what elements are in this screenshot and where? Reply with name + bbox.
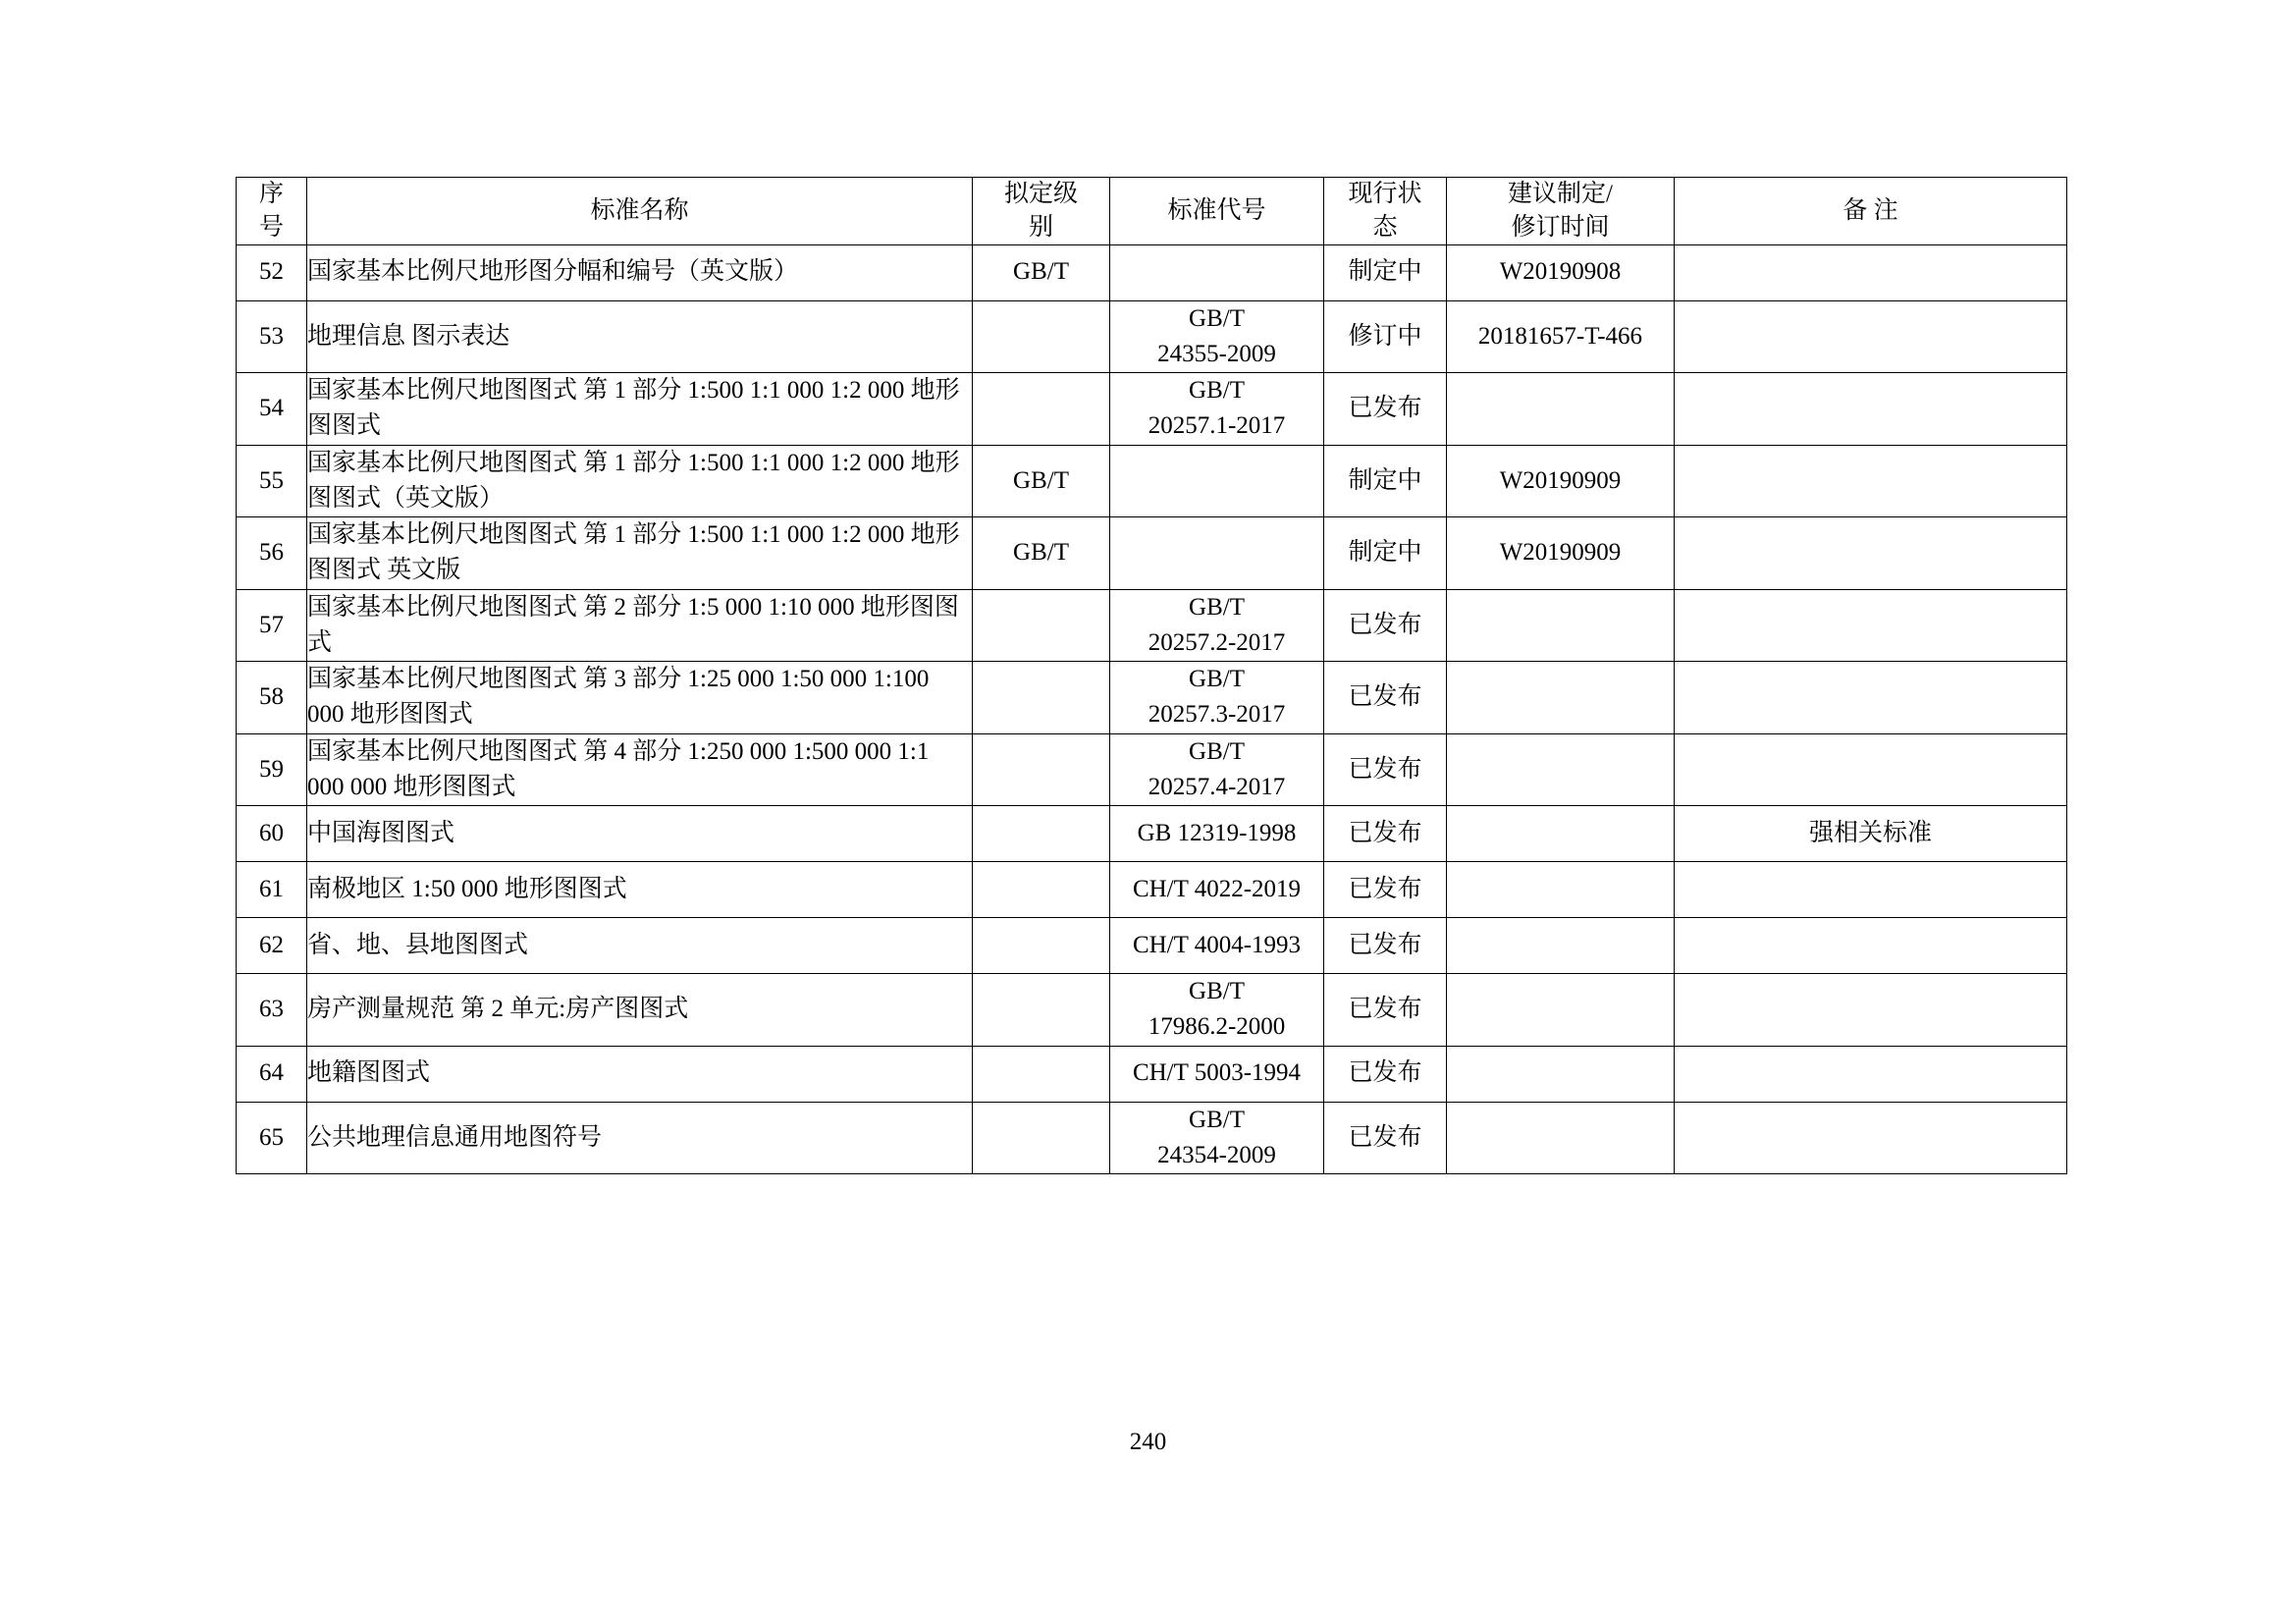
cell-note	[1675, 733, 2067, 806]
cell-seq: 54	[237, 373, 307, 446]
cell-code	[1110, 806, 1324, 862]
cell-code-line1: CH/T 4004-1993	[1132, 931, 1302, 958]
cell-code	[1110, 244, 1324, 300]
table-row	[237, 918, 2067, 974]
table-row	[237, 974, 2067, 1047]
cell-level	[973, 733, 1110, 806]
table-row	[237, 244, 2067, 300]
cell-name: 国家基本比例尺地图图式 第 4 部分 1:250 000 1:500 000 1:1 000 000 地形图图式	[307, 733, 973, 806]
cell-name: 房产测量规范 第 2 单元:房产图图式	[307, 974, 973, 1047]
cell-code-line1: CH/T 5003-1994	[1132, 1059, 1302, 1087]
cell-level: GB/T	[973, 445, 1110, 517]
cell-name: 国家基本比例尺地形图分幅和编号（英文版）	[307, 244, 973, 300]
cell-code	[1110, 300, 1324, 373]
cell-level	[973, 373, 1110, 446]
column-header-status-line1: 现行状	[1348, 181, 1422, 207]
column-header-status-line2: 态	[1372, 213, 1398, 241]
cell-seq: 64	[237, 1046, 307, 1102]
cell-note	[1675, 974, 2067, 1047]
cell-status: 已发布	[1324, 589, 1447, 662]
table-row	[237, 862, 2067, 918]
cell-note	[1675, 1046, 2067, 1102]
cell-name: 公共地理信息通用地图符号	[307, 1102, 973, 1174]
cell-code-line1: GB/T	[1189, 666, 1245, 692]
cell-status: 制定中	[1324, 445, 1447, 517]
cell-seq: 57	[237, 589, 307, 662]
cell-status: 已发布	[1324, 1046, 1447, 1102]
column-header-code	[1110, 178, 1324, 245]
cell-seq: 56	[237, 517, 307, 590]
cell-name: 国家基本比例尺地图图式 第 1 部分 1:500 1:1 000 1:2 000 地形图图式	[307, 373, 973, 446]
cell-code-line1: GB/T	[1189, 978, 1245, 1004]
cell-code-line1: GB/T	[1189, 737, 1245, 765]
cell-seq: 58	[237, 662, 307, 734]
cell-note	[1675, 662, 2067, 734]
cell-level	[973, 589, 1110, 662]
cell-code	[1110, 918, 1324, 974]
cell-time	[1447, 662, 1675, 734]
table-row	[237, 373, 2067, 446]
cell-name: 地籍图图式	[307, 1046, 973, 1102]
column-header-code-line1: 标准代号	[1167, 196, 1266, 224]
cell-note	[1675, 862, 2067, 918]
cell-level	[973, 974, 1110, 1047]
cell-code-line2: 20257.1-2017	[1148, 412, 1286, 440]
cell-time: W20190909	[1447, 445, 1675, 517]
cell-time	[1447, 733, 1675, 806]
cell-note	[1675, 589, 2067, 662]
cell-code-line1: GB/T	[1189, 593, 1245, 621]
cell-code	[1110, 445, 1324, 517]
table-row	[237, 445, 2067, 517]
table-row	[237, 1102, 2067, 1174]
cell-time	[1447, 862, 1675, 918]
page-number: 240	[1129, 1429, 1167, 1455]
column-header-name-line1: 标准名称	[590, 196, 689, 224]
cell-status: 制定中	[1324, 244, 1447, 300]
cell-code	[1110, 589, 1324, 662]
cell-note	[1675, 300, 2067, 373]
cell-time	[1447, 974, 1675, 1047]
column-header-seq-line2: 号	[258, 213, 284, 241]
cell-time	[1447, 589, 1675, 662]
column-header-status	[1324, 178, 1447, 245]
table-row	[237, 733, 2067, 806]
cell-status: 已发布	[1324, 373, 1447, 446]
table-header	[237, 178, 2067, 245]
table-row	[237, 517, 2067, 590]
column-header-note-line1: 备 注	[1842, 196, 1898, 224]
cell-code-line2: 20257.4-2017	[1148, 773, 1286, 800]
cell-seq: 59	[237, 733, 307, 806]
cell-level	[973, 918, 1110, 974]
cell-code-line1: GB/T	[1189, 377, 1245, 404]
cell-level: GB/T	[973, 517, 1110, 590]
cell-code	[1110, 373, 1324, 446]
cell-note: 强相关标准	[1675, 806, 2067, 862]
cell-code	[1110, 974, 1324, 1047]
table-header-row	[237, 178, 2067, 245]
cell-code	[1110, 517, 1324, 590]
cell-status: 修订中	[1324, 300, 1447, 373]
cell-seq: 55	[237, 445, 307, 517]
cell-seq: 62	[237, 918, 307, 974]
cell-note	[1675, 1102, 2067, 1174]
cell-name: 地理信息 图示表达	[307, 300, 973, 373]
column-header-level-line1: 拟定级	[1003, 181, 1078, 207]
cell-code-line2: 20257.2-2017	[1148, 628, 1286, 656]
table-body	[237, 244, 2067, 1174]
cell-code-line2: 24355-2009	[1157, 340, 1276, 367]
cell-code	[1110, 733, 1324, 806]
cell-name: 省、地、县地图图式	[307, 918, 973, 974]
cell-name: 南极地区 1:50 000 地形图图式	[307, 862, 973, 918]
cell-status: 已发布	[1324, 662, 1447, 734]
standards-table	[236, 177, 2067, 1174]
column-header-time	[1447, 178, 1675, 245]
column-header-level-line2: 别	[1028, 213, 1053, 241]
cell-name: 国家基本比例尺地图图式 第 2 部分 1:5 000 1:10 000 地形图图式	[307, 589, 973, 662]
cell-status: 已发布	[1324, 1102, 1447, 1174]
table-row	[237, 662, 2067, 734]
cell-code-line2: 17986.2-2000	[1148, 1013, 1286, 1041]
cell-name: 国家基本比例尺地图图式 第 1 部分 1:500 1:1 000 1:2 000 地形图图式 英文版	[307, 517, 973, 590]
cell-seq: 65	[237, 1102, 307, 1174]
cell-code-line1: GB 12319-1998	[1137, 819, 1297, 846]
cell-status: 已发布	[1324, 806, 1447, 862]
column-header-note	[1675, 178, 2067, 245]
cell-code-line1: CH/T 4022-2019	[1132, 875, 1302, 902]
cell-status: 已发布	[1324, 733, 1447, 806]
cell-code-line2: 24354-2009	[1157, 1141, 1276, 1168]
cell-time: W20190909	[1447, 517, 1675, 590]
cell-status: 已发布	[1324, 974, 1447, 1047]
cell-code	[1110, 1102, 1324, 1174]
cell-seq: 60	[237, 806, 307, 862]
table-row	[237, 589, 2067, 662]
cell-status: 制定中	[1324, 517, 1447, 590]
column-header-name	[307, 178, 973, 245]
cell-note	[1675, 918, 2067, 974]
cell-code	[1110, 1046, 1324, 1102]
cell-code-line1: GB/T	[1189, 1106, 1245, 1133]
column-header-seq	[237, 178, 307, 245]
cell-status: 已发布	[1324, 918, 1447, 974]
cell-time	[1447, 1102, 1675, 1174]
cell-time	[1447, 918, 1675, 974]
cell-level	[973, 300, 1110, 373]
cell-level	[973, 1102, 1110, 1174]
column-header-time-line1: 建议制定/	[1508, 181, 1613, 207]
cell-code	[1110, 662, 1324, 734]
cell-time	[1447, 373, 1675, 446]
cell-time	[1447, 806, 1675, 862]
cell-code	[1110, 862, 1324, 918]
cell-note	[1675, 517, 2067, 590]
cell-time	[1447, 1046, 1675, 1102]
cell-code-line1: GB/T	[1189, 304, 1245, 332]
cell-time: W20190908	[1447, 244, 1675, 300]
cell-name: 中国海图图式	[307, 806, 973, 862]
table-row	[237, 806, 2067, 862]
table-row	[237, 1046, 2067, 1102]
table-row	[237, 300, 2067, 373]
cell-status: 已发布	[1324, 862, 1447, 918]
column-header-seq-line1: 序	[258, 181, 284, 207]
column-header-time-line2: 修订时间	[1511, 213, 1610, 241]
cell-name: 国家基本比例尺地图图式 第 3 部分 1:25 000 1:50 000 1:100 000 地形图图式	[307, 662, 973, 734]
cell-seq: 63	[237, 974, 307, 1047]
cell-level	[973, 1046, 1110, 1102]
column-header-level	[973, 178, 1110, 245]
cell-seq: 53	[237, 300, 307, 373]
cell-seq: 52	[237, 244, 307, 300]
cell-seq: 61	[237, 862, 307, 918]
cell-note	[1675, 244, 2067, 300]
cell-level: GB/T	[973, 244, 1110, 300]
cell-level	[973, 662, 1110, 734]
cell-level	[973, 806, 1110, 862]
cell-time: 20181657-T-466	[1447, 300, 1675, 373]
cell-note	[1675, 373, 2067, 446]
cell-name: 国家基本比例尺地图图式 第 1 部分 1:500 1:1 000 1:2 000 地形图图式（英文版）	[307, 445, 973, 517]
cell-level	[973, 862, 1110, 918]
cell-note	[1675, 445, 2067, 517]
cell-code-line2: 20257.3-2017	[1148, 701, 1286, 729]
